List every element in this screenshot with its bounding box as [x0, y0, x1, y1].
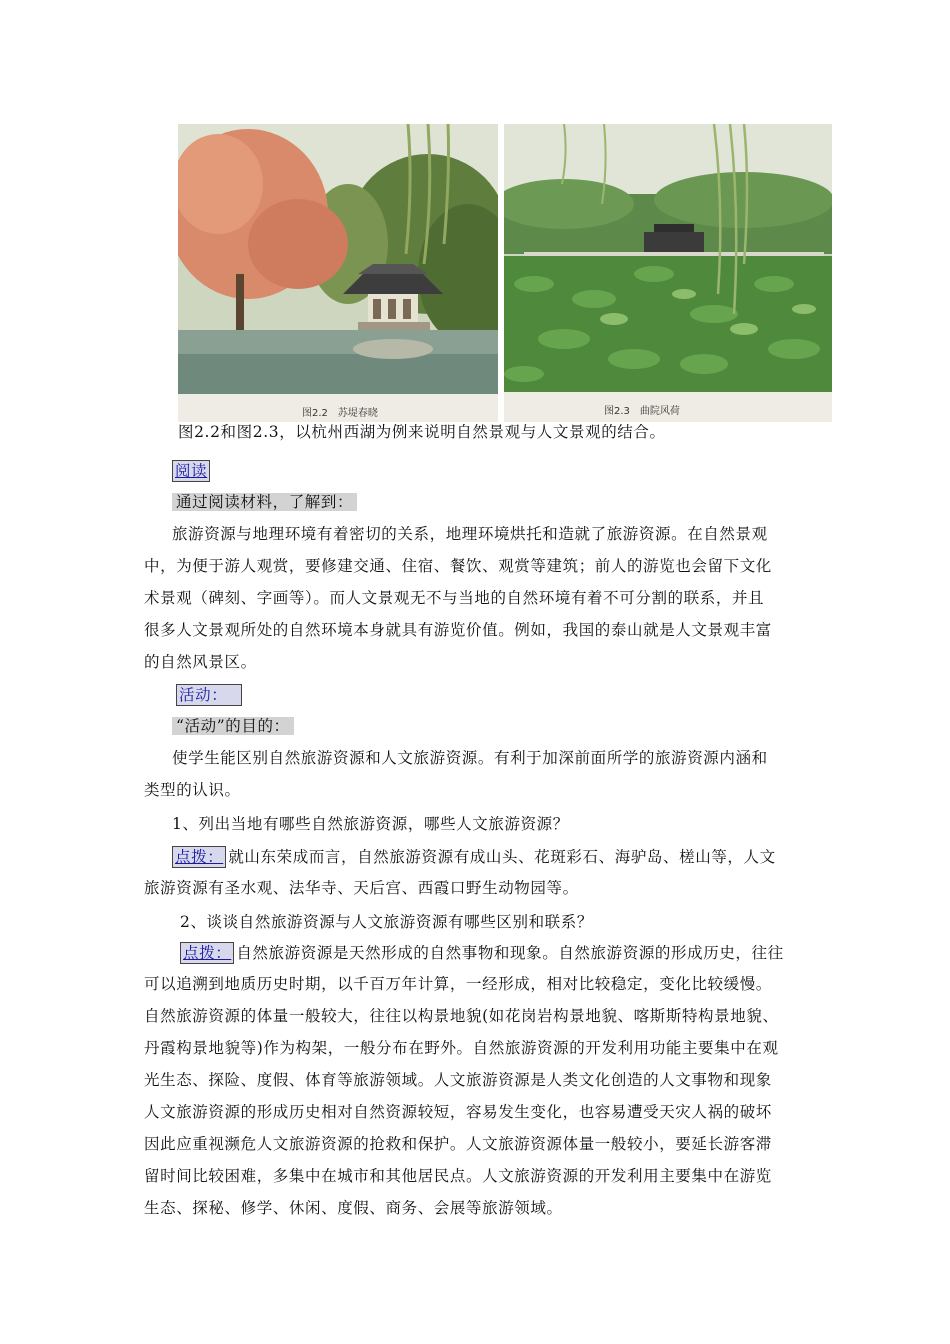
- reading-label-row: [172, 460, 836, 482]
- answer-2-line-6: 人文旅游资源的形成历史相对自然资源较短，容易发生变化，也容易遭受天灾人祸的破坏: [144, 1103, 772, 1121]
- question-2: 2、谈谈自然旅游资源与人文旅游资源有哪些区别和联系？: [180, 913, 593, 931]
- hint-label-1[interactable]: 点拨：: [172, 846, 226, 868]
- answer-2-line-1: [180, 942, 844, 964]
- reading-line-4: 很多人文景观所处的自然环境本身就具有游览价值。例如，我国的泰山就是人文景观丰富: [144, 621, 772, 639]
- figure-note: 图2.2和图2.3，以杭州西湖为例来说明自然景观与人文景观的结合。: [178, 423, 666, 441]
- answer-2-line-4: 丹霞构景地貌等)作为构架，一般分布在野外。自然旅游资源的开发利用功能主要集中在观: [144, 1039, 779, 1057]
- reading-line-5: 的自然风景区。: [144, 653, 257, 671]
- answer-1-text-1: 就山东荣成而言，自然旅游资源有成山头、花斑彩石、海驴岛、槎山等，人文: [228, 848, 776, 866]
- figure-photos: [178, 124, 832, 422]
- reading-heading: 通过阅读材料，了解到：: [172, 493, 357, 511]
- reading-line-2: 中，为便于游人观赏，要修建交通、住宿、餐饮、观赏等建筑；前人的游览也会留下文化: [144, 557, 772, 575]
- answer-2-line-2: 可以追溯到地质历史时期，以千百万年计算，一经形成，相对比较稳定，变化比较缓慢。: [144, 975, 772, 993]
- answer-1-line-1: [172, 846, 836, 868]
- photo-sudi-spring: [178, 124, 498, 422]
- reading-heading-row: [172, 492, 836, 512]
- activity-label-row: [176, 684, 840, 706]
- answer-1-line-2: 旅游资源有圣水观、法华寺、天后宫、西霞口野生动物园等。: [144, 879, 579, 897]
- activity-purpose-line-2: 类型的认识。: [144, 781, 241, 799]
- reading-label[interactable]: 阅读: [172, 460, 210, 482]
- activity-purpose-line-1: 使学生能区别自然旅游资源和人文旅游资源。有利于加深前面所学的旅游资源内涵和: [172, 749, 768, 767]
- activity-heading-row: [172, 716, 836, 736]
- reading-line-3: 术景观（碑刻、字画等）。而人文景观无不与当地的自然环境有着不可分割的联系，并且: [144, 589, 765, 607]
- reading-line-1: 旅游资源与地理环境有着密切的关系，地理环境烘托和造就了旅游资源。在自然景观: [172, 525, 768, 543]
- photo-quyuan-lotus: [504, 124, 832, 422]
- activity-heading: “活动”的目的：: [172, 717, 294, 735]
- activity-label[interactable]: 活动：: [176, 684, 242, 706]
- hint-label-2[interactable]: 点拨：: [180, 942, 234, 964]
- answer-2-text-1: 自然旅游资源是天然形成的自然事物和现象。自然旅游资源的形成历史，往往: [236, 944, 784, 962]
- left-photo-caption: 图2.2 苏堤春晓: [302, 408, 378, 419]
- answer-2-line-9: 生态、探秘、修学、休闲、度假、商务、会展等旅游领域。: [144, 1199, 563, 1217]
- answer-2-line-8: 留时间比较困难，多集中在城市和其他居民点。人文旅游资源的开发利用主要集中在游览: [144, 1167, 772, 1185]
- right-photo-caption: 图2.3 曲院风荷: [604, 406, 680, 417]
- answer-2-line-7: 因此应重视濒危人文旅游资源的抢救和保护。人文旅游资源体量一般较小，要延长游客滞: [144, 1135, 772, 1153]
- answer-2-line-3: 自然旅游资源的体量一般较大，往往以构景地貌(如花岗岩构景地貌、喀斯斯特构景地貌、: [144, 1007, 779, 1025]
- question-1: 1、列出当地有哪些自然旅游资源，哪些人文旅游资源？: [172, 815, 569, 833]
- answer-2-line-5: 光生态、探险、度假、体育等旅游领域。人文旅游资源是人类文化创造的人文事物和现象: [144, 1071, 772, 1089]
